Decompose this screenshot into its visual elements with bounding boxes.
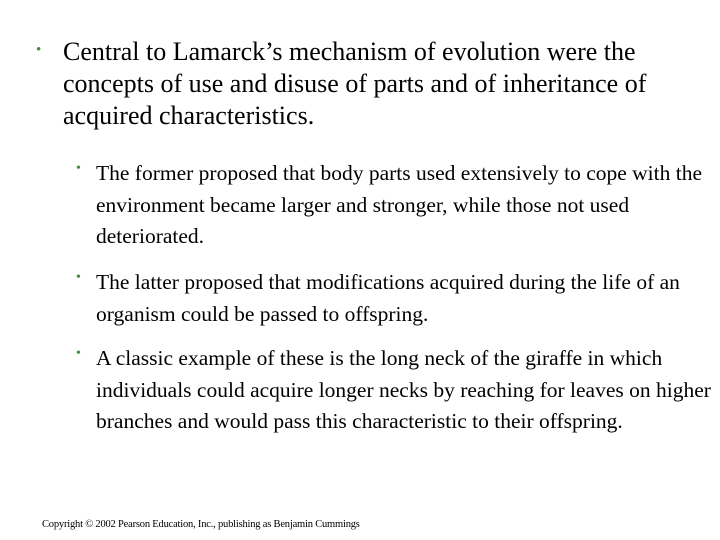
sub-bullet-text: The latter proposed that modifications acquired during the life of an organism could be passed to offspring. xyxy=(96,270,680,326)
sub-bullet-text: A classic example of these is the long neck of the giraffe in which individuals could acquire longer necks by reaching for leaves on higher branches and would pass this characteristic to their offspring. xyxy=(96,346,711,433)
bullet-icon: • xyxy=(76,161,81,176)
sub-bullet-former xyxy=(76,158,716,253)
sub-bullet-text: The former proposed that body parts used extensively to cope with the environment became larger and stronger, while those not used deteriorated. xyxy=(96,161,703,248)
copyright-footer: Copyright © 2002 Pearson Education, Inc., publishing as Benjamin Cummings xyxy=(42,519,360,530)
sub-bullet-giraffe-example xyxy=(76,343,716,438)
sub-bullet-latter xyxy=(76,267,716,330)
main-bullet xyxy=(36,36,706,132)
bullet-icon: • xyxy=(76,270,81,285)
bullet-icon: • xyxy=(36,42,42,58)
bullet-icon: • xyxy=(76,346,81,361)
main-bullet-text: Central to Lamarck’s mechanism of evolution were the concepts of use and disuse of parts and of inheritance of acquired characteristics. xyxy=(63,37,647,130)
